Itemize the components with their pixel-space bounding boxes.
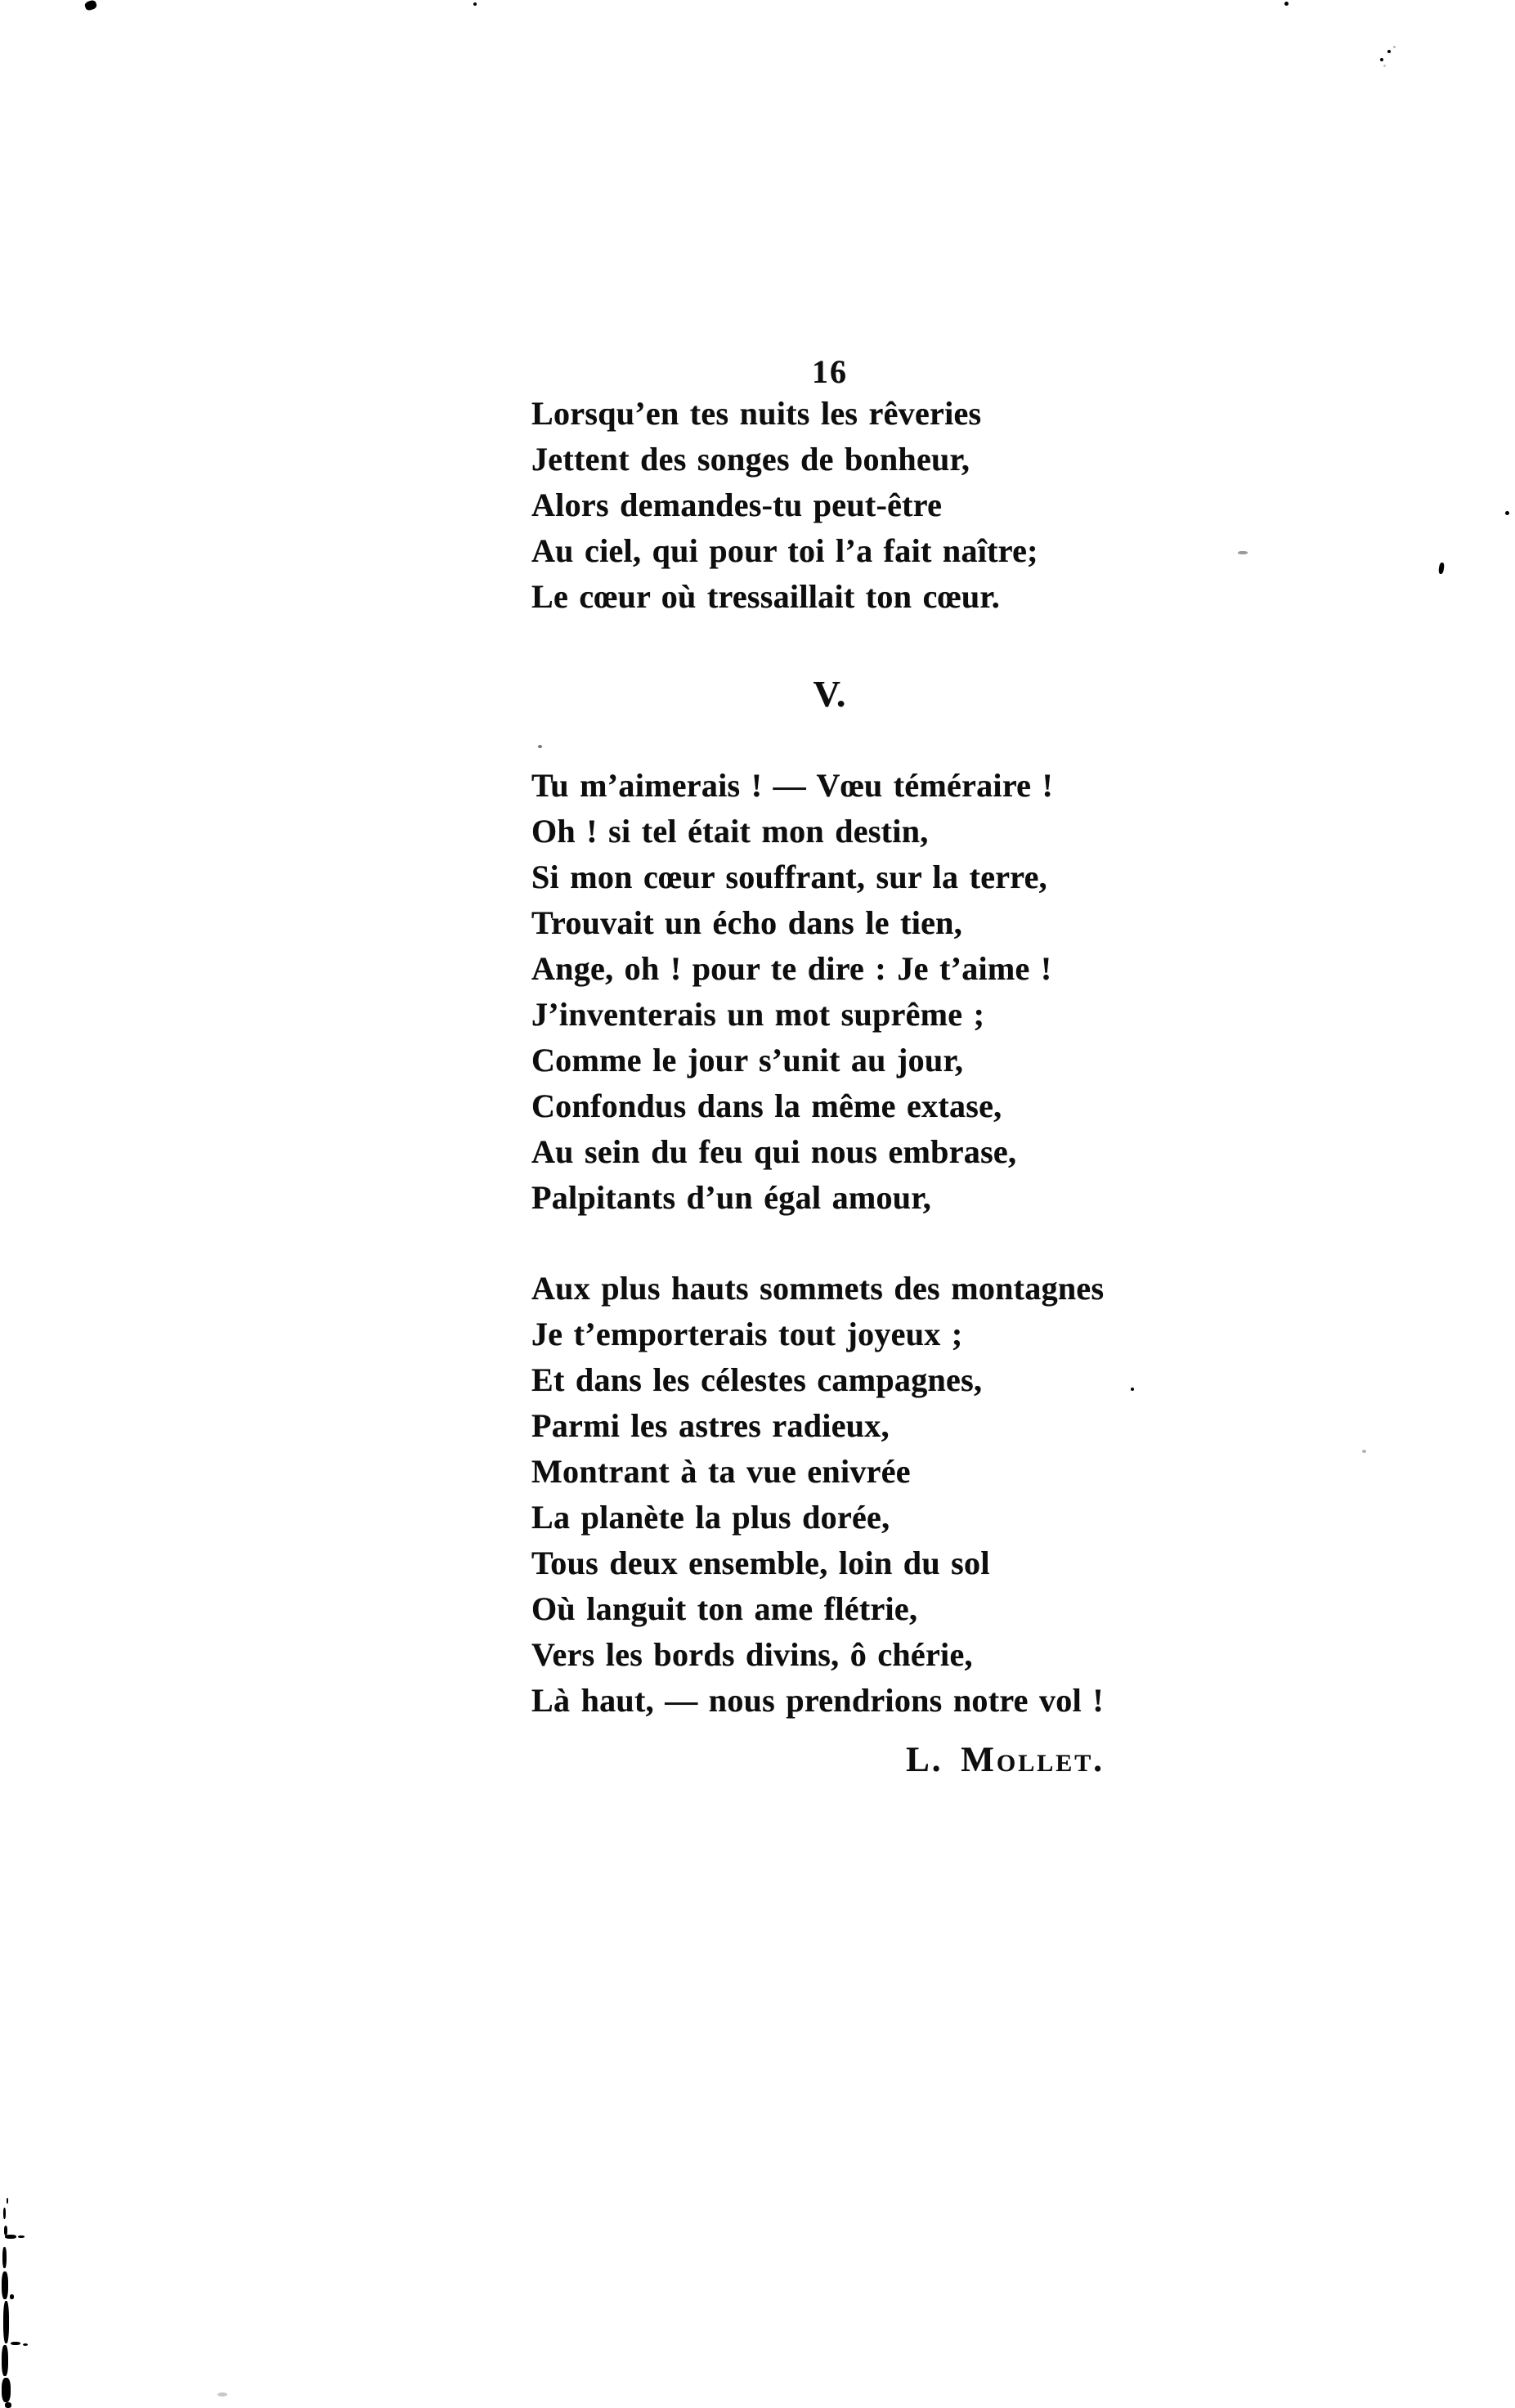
scan-speck: [1393, 46, 1396, 48]
stanza-1: [531, 391, 1169, 620]
scan-speck: [1362, 1450, 1366, 1453]
scan-speck: [1505, 511, 1509, 515]
poem-line: Je t’emporterais tout joyeux ;: [531, 1316, 963, 1352]
poem-line: Le cœur où tressaillait ton cœur.: [531, 578, 1001, 615]
scan-speck: [1284, 2, 1289, 6]
poem-line: Ange, oh ! pour te dire : Je t’aime !: [531, 950, 1052, 987]
poem-line: Oh ! si tel était mon destin,: [531, 813, 929, 850]
page-edge-mark: [23, 2343, 28, 2346]
author-signature: L. Mollet.: [906, 1741, 1105, 1779]
poem-line: Tu m’aimerais ! — Vœu téméraire !: [531, 767, 1054, 804]
poem-line: Lorsqu’en tes nuits les rêveries: [531, 395, 982, 432]
scan-speck: [1131, 1388, 1134, 1391]
poem-line: Où languit ton ame flétrie,: [531, 1590, 918, 1627]
stanza-3: [531, 1266, 1169, 1724]
poem-line: Et dans les célestes campagnes,: [531, 1361, 983, 1398]
page-edge-mark: [2, 2247, 7, 2268]
poem-line: Là haut, — nous prendrions notre vol !: [531, 1682, 1104, 1719]
scan-speck: [1238, 551, 1248, 554]
poem-line: Si mon cœur souffrant, sur la terre,: [531, 859, 1047, 895]
page-edge-mark: [18, 2235, 25, 2238]
poem-line: Montrant à ta vue enivrée: [531, 1453, 911, 1490]
page-number: 16: [812, 353, 848, 390]
stanza-2: [531, 763, 1169, 1221]
section-heading: V.: [813, 673, 847, 715]
scan-speck: [473, 2, 477, 6]
poem-line: Tous deux ensemble, loin du sol: [531, 1545, 990, 1581]
page-edge-mark: [5, 2402, 11, 2408]
scan-speck: [1387, 50, 1391, 53]
scan-speck: [1438, 563, 1445, 575]
poem-line: Palpitants d’un égal amour,: [531, 1179, 932, 1216]
scan-speck: [1380, 58, 1383, 61]
page-edge-mark: [2, 2378, 11, 2402]
scan-speck: [538, 745, 542, 748]
poem-line: Jettent des songes de bonheur,: [531, 441, 970, 478]
page-edge-mark: [2, 2345, 8, 2376]
page-edge-mark: [3, 2208, 6, 2219]
poem-line: Alors demandes-tu peut-être: [531, 487, 943, 523]
poem-line: J’inventerais un mot suprême ;: [531, 996, 985, 1033]
page-edge-mark: [10, 2294, 14, 2299]
poem-line: Comme le jour s’unit au jour,: [531, 1042, 964, 1078]
page-edge-mark: [2, 2271, 8, 2299]
page-edge-mark: [3, 2301, 9, 2343]
scan-speck: [1383, 65, 1386, 67]
poem-line: La planète la plus dorée,: [531, 1499, 890, 1536]
page-edge-mark: [5, 2235, 16, 2239]
poem-line: Trouvait un écho dans le tien,: [531, 904, 963, 941]
poem-line: Au ciel, qui pour toi l’a fait naître;: [531, 532, 1038, 569]
poem-line: Au sein du feu qui nous embrase,: [531, 1133, 1017, 1170]
page-edge-mark: [7, 2198, 8, 2204]
poem-line: Aux plus hauts sommets des montagnes: [531, 1270, 1105, 1307]
scan-speck: [84, 0, 98, 11]
poem-line: Confondus dans la même extase,: [531, 1087, 1002, 1124]
scan-speck: [217, 2392, 227, 2397]
poem-line: Parmi les astres radieux,: [531, 1407, 890, 1444]
page-edge-mark: [11, 2342, 20, 2345]
poem-line: Vers les bords divins, ô chérie,: [531, 1636, 973, 1673]
